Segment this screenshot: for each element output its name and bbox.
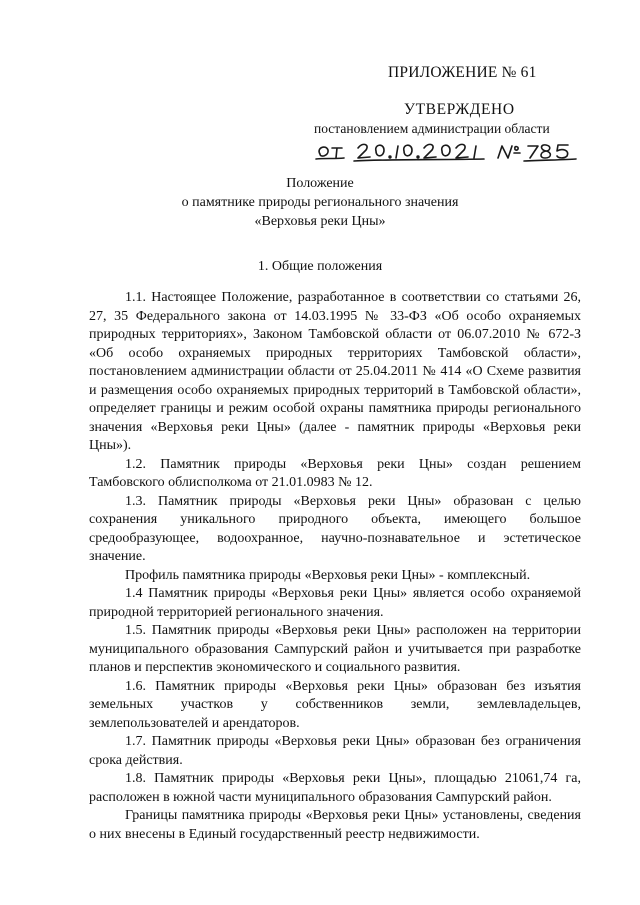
appendix-number: ПРИЛОЖЕНИЕ № 61 (388, 64, 537, 81)
document-title (0, 174, 640, 231)
title-line-1: Положение (286, 176, 354, 191)
approved-by-text: постановлением администрации области (314, 121, 550, 136)
paragraph: 1.7. Памятник природы «Верховья реки Цны» образован без ограничения срока действия. (89, 734, 581, 768)
handwritten-date-signature (314, 138, 584, 164)
title-line-2: о памятнике природы регионального значения (181, 195, 459, 210)
paragraph: Границы памятника природы «Верховья реки Цны» установлены, сведения о них внесены в Единый государственный реестр недвижимости. (89, 808, 581, 842)
paragraph: 1.2. Памятник природы «Верховья реки Цны» создан решением Тамбовского облисполкома от 21.01.0983 № 12. (89, 456, 581, 490)
paragraph: 1.4 Памятник природы «Верховья реки Цны» является особо охраняемой природной территорией регионального значения. (89, 586, 581, 620)
paragraph: 1.3. Памятник природы «Верховья реки Цны» образован с целью сохранения уникального природного объекта, имеющего большое средообразующее, водоохранное, научно-познавательное и эстетическое значение. (89, 493, 581, 564)
approved-stamp-text: УТВЕРЖДЕНО (404, 101, 515, 118)
paragraph: 1.8. Памятник природы «Верховья реки Цны», площадью 21061,74 га, расположен в южной части муниципального образования Сампурский район. (89, 771, 581, 805)
section-heading: 1. Общие положения (257, 259, 383, 274)
paragraph: 1.1. Настоящее Положение, разработанное в соответствии со статьями 26, 27, 35 Федерального закона от 14.03.1995 № 33-ФЗ «Об особо охраняемых природных территориях», Законом Тамбовской области от 06.07.2010 № 672-З «Об особо охраняемых природных территориях Тамбовской области», постановлением администрации области от 25.04.2011 № 414 «О Схеме развития и размещения особо охраняемых природных территорий в Тамбовской области», определяет границы и режим особой охраны памятника природы регионального значения «Верховья реки Цны» (далее - памятник природы «Верховья реки Цны»). (89, 290, 581, 453)
paragraph: 1.6. Памятник природы «Верховья реки Цны» образован без изъятия земельных участков у собственников земли, землевладельцев, землепользователей и арендаторов. (89, 678, 581, 731)
paragraph: Профиль памятника природы «Верховья реки Цны» - комплексный. (125, 567, 531, 583)
paragraph: 1.5. Памятник природы «Верховья реки Цны» расположен на территории муниципального образования Сампурский район и учитывается при разработке планов и перспектив экономического и социального развития. (89, 623, 581, 675)
title-line-3: «Верховья реки Цны» (254, 214, 386, 229)
document-body (89, 289, 581, 844)
